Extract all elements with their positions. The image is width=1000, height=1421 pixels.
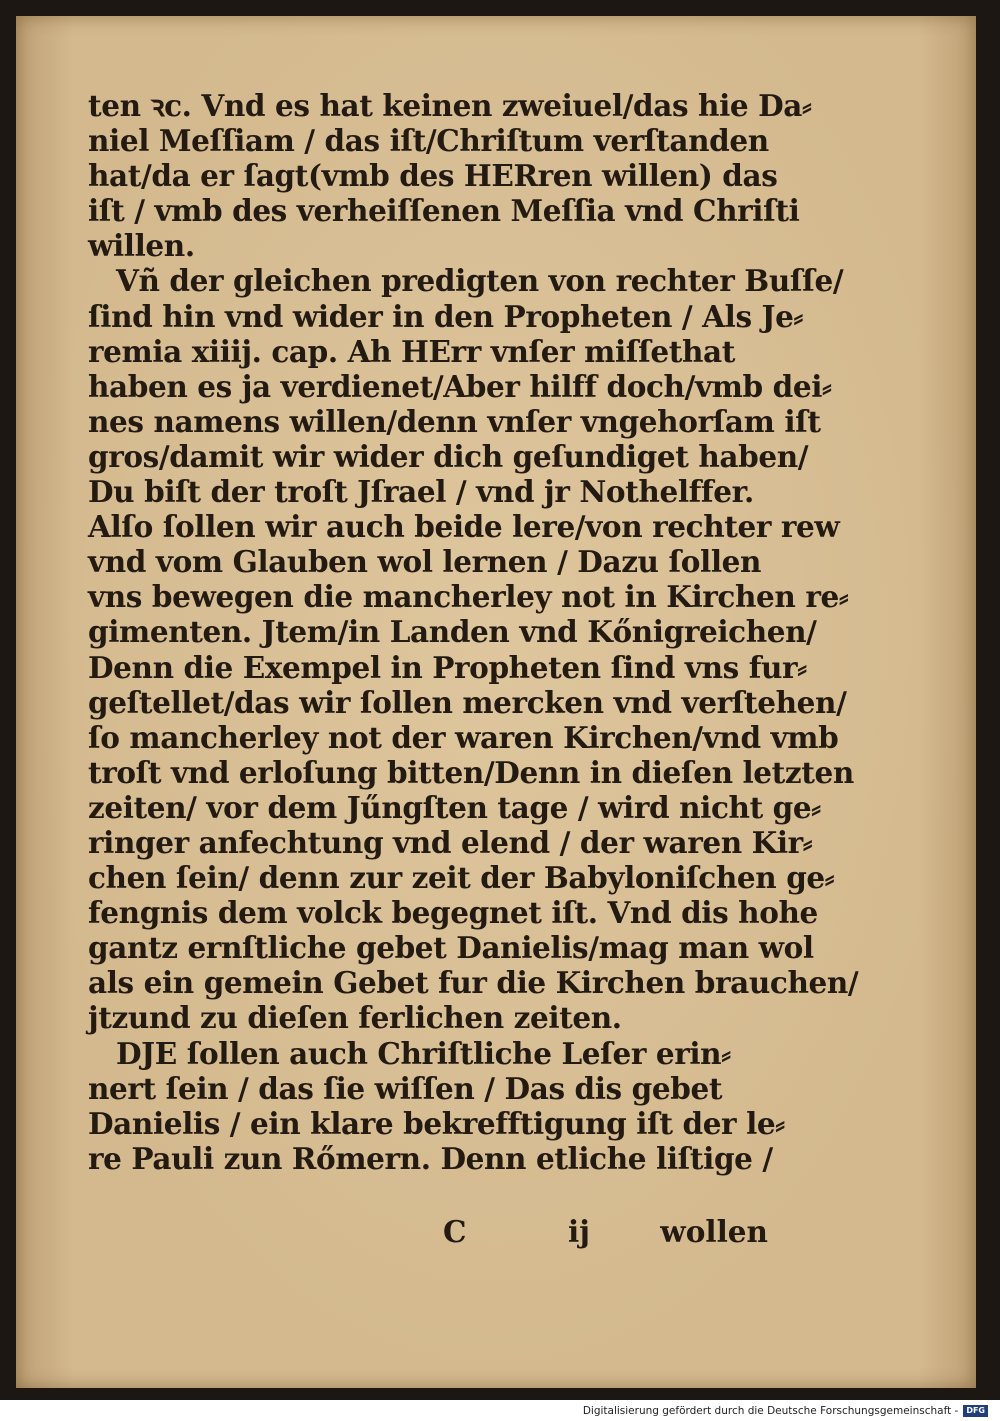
text-line: als ein gemein Gebet fur die Kirchen brauchen/ — [88, 965, 859, 1001]
paragraph-start-line: Vñ der gleichen predigten von rechter Buſſe/ — [116, 263, 844, 299]
text-line: gimenten. Jtem/in Landen vnd Kőnigreichen/ — [88, 614, 817, 650]
text-line: ringer anfechtung vnd elend / der waren Kir⸗ — [88, 824, 813, 860]
paragraph-start-line: DJE ſollen auch Chriſtliche Leſer erin⸗ — [116, 1035, 731, 1071]
funding-credit: Digitalisierung gefördert durch die Deutsche Forschungsgemeinschaft - — [582, 1405, 959, 1417]
text-line: willen. — [88, 228, 195, 264]
text-line: ſind hin vnd wider in den Propheten / Als Je⸗ — [88, 298, 803, 334]
text-line: vns bewegen die mancherley not in Kirchen re⸗ — [88, 579, 849, 615]
text-line: troſt vnd erloſung bitten/Denn in dieſen letzten — [88, 754, 854, 790]
text-line: jtzund zu dieſen ferlichen zeiten. — [88, 1000, 622, 1036]
text-line: zeiten/ vor dem Jűngſten tage / wird nicht ge⸗ — [88, 789, 821, 825]
page-text — [88, 88, 859, 1176]
catchword: wollen — [660, 1214, 768, 1249]
text-line: niel Meſſiam / das iſt/Chriſtum verſtanden — [88, 123, 769, 159]
signature-number: ij — [568, 1214, 590, 1249]
text-line: gros/damit wir wider dich geſundiget haben/ — [88, 438, 809, 474]
signature-line — [88, 1214, 788, 1250]
text-line: re Pauli zun Rőmern. Denn etliche liſtige / — [88, 1140, 773, 1176]
text-line: chen ſein/ denn zur zeit der Babyloniſchen ge⸗ — [88, 860, 835, 896]
text-line: haben es ja verdienet/Aber hilff doch/vmb dei⸗ — [88, 368, 832, 404]
dfg-logo-icon: DFG — [963, 1405, 988, 1417]
text-line: fengnis dem volck begegnet iſt. Vnd dis hohe — [88, 895, 818, 931]
text-line: Denn die Exempel in Propheten ſind vns fur⸗ — [88, 649, 807, 685]
text-line: iſt / vmb des verheiſſenen Meſſia vnd Chriſti — [88, 193, 800, 229]
digitization-footer — [583, 1403, 988, 1419]
text-line: Alſo ſollen wir auch beide lere/von rechter rew — [88, 509, 840, 545]
text-line: ten ꝛc. Vnd es hat keinen zweiuel/das hie Da⸗ — [88, 88, 812, 123]
text-line: gantz ernſtliche gebet Danielis/mag man wol — [88, 930, 814, 966]
text-line: nes namens willen/denn vnſer vngehorſam iſt — [88, 403, 821, 439]
text-line: Du biſt der troſt Jſrael / vnd jr Nothelffer. — [88, 474, 754, 510]
text-line: Danielis / ein klare bekrefftigung iſt der le⸗ — [88, 1105, 785, 1141]
text-line: geſtellet/das wir ſollen mercken vnd verſtehen/ — [88, 684, 847, 720]
text-line: nert ſein / das ſie wiſſen / Das dis gebet — [88, 1070, 723, 1106]
signature-letter: C — [443, 1214, 467, 1249]
book-page — [16, 16, 976, 1388]
text-line: vnd vom Glauben wol lernen / Dazu ſollen — [88, 544, 762, 580]
text-line: ſo mancherley not der waren Kirchen/vnd vmb — [88, 719, 839, 755]
text-line: hat/da er ſagt(vmb des HERren willen) das — [88, 158, 778, 194]
text-line: remia xiiij. cap. Ah HErr vnſer miſſethat — [88, 333, 735, 369]
